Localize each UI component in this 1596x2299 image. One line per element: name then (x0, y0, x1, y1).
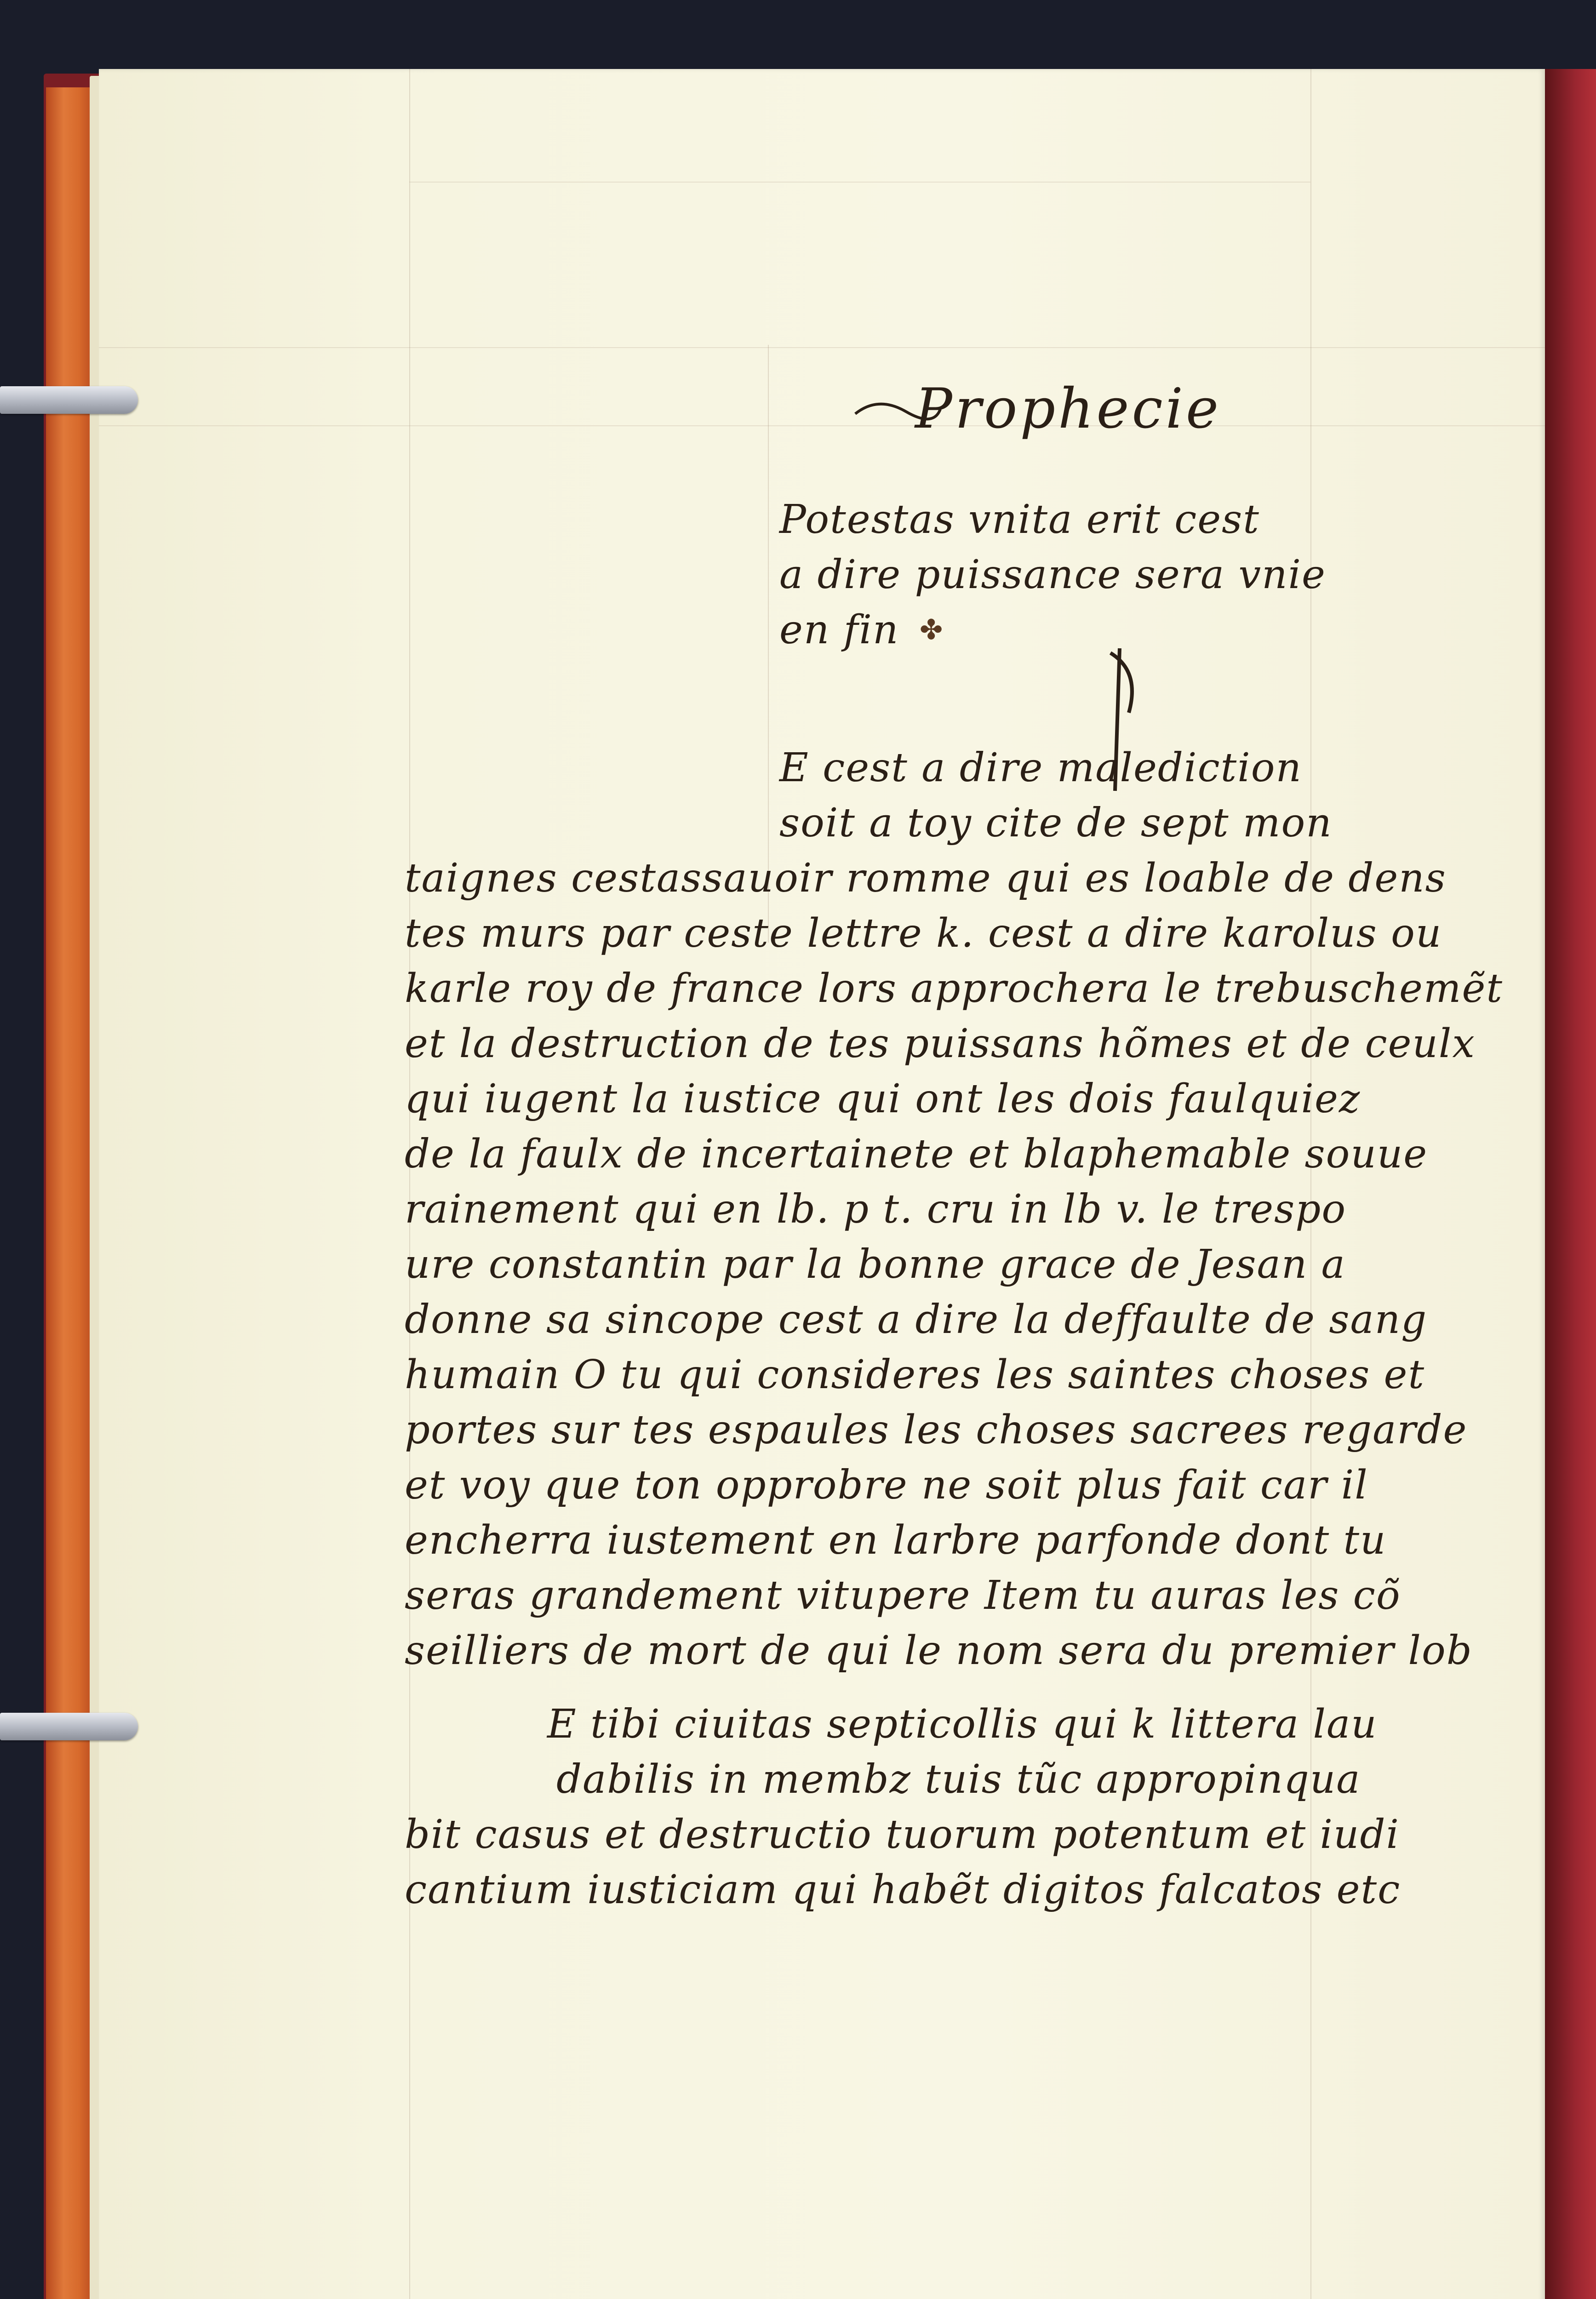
manuscript-page (99, 69, 1545, 2299)
cover-edge (46, 87, 97, 2299)
body-line: seras grandement vitupere Item tu auras les cõ (405, 1573, 1401, 1618)
body-line: soit a toy cite de sept mon (779, 800, 1333, 846)
body-line: taignes cestassauoir romme qui es loable de dens (405, 855, 1447, 901)
body-line: karle roy de france lors approchera le trebuschemẽt (405, 966, 1503, 1012)
body-line: tes murs par ceste lettre k. cest a dire karolus ou (405, 910, 1442, 956)
body-line: humain O tu qui consideres les saintes choses et (405, 1352, 1425, 1398)
intro-line: en fin (779, 607, 899, 653)
body-line: ure constantin par la bonne grace de Jesan a (405, 1241, 1346, 1287)
body-line: donne sa sincope cest a dire la deffaulte de sang (405, 1297, 1428, 1343)
ornament-glyph: ✤ (920, 614, 944, 646)
latin-line: cantium iusticiam qui habẽt digitos falcatos etc (405, 1867, 1401, 1913)
body-line: encherra iustement en larbre parfonde dont tu (405, 1517, 1387, 1563)
latin-line: dabilis in membz tuis tũc appropinqua (556, 1756, 1361, 1802)
intro-line: a dire puissance sera vnie (779, 552, 1326, 598)
latin-line: E tibi ciuitas septicollis qui k littera lau (547, 1701, 1378, 1747)
ruling-line (409, 182, 1310, 183)
ruling-line (1310, 69, 1311, 2299)
ruling-line (99, 425, 1545, 426)
body-line: rainement qui en lb. p t. cru in lb v. le trespo (405, 1186, 1347, 1232)
body-line: et voy que ton opprobre ne soit plus fait car il (405, 1462, 1368, 1508)
ruling-line (409, 69, 410, 2299)
intro-line: Potestas vnita erit cest (779, 497, 1260, 543)
page-title: Prophecie (915, 377, 1222, 441)
page-clip-bottom (0, 1713, 138, 1740)
body-line: seilliers de mort de qui le nom sera du premier lob (405, 1628, 1473, 1674)
body-line: de la faulx de incertainete et blaphemable souue (405, 1131, 1428, 1177)
right-cover-edge (1545, 69, 1596, 2299)
body-line: et la destruction de tes puissans hõmes et de ceulx (405, 1021, 1476, 1067)
ruling-line (768, 345, 769, 943)
body-line: portes sur tes espaules les choses sacrees regarde (405, 1407, 1468, 1453)
page-clip-top (0, 386, 138, 414)
body-line: qui iugent la iustice qui ont les dois faulquiez (405, 1076, 1361, 1122)
ruling-line (99, 347, 1545, 348)
latin-line: bit casus et destructio tuorum potentum et iudi (405, 1812, 1400, 1858)
body-line: E cest a dire malediction (779, 745, 1302, 791)
